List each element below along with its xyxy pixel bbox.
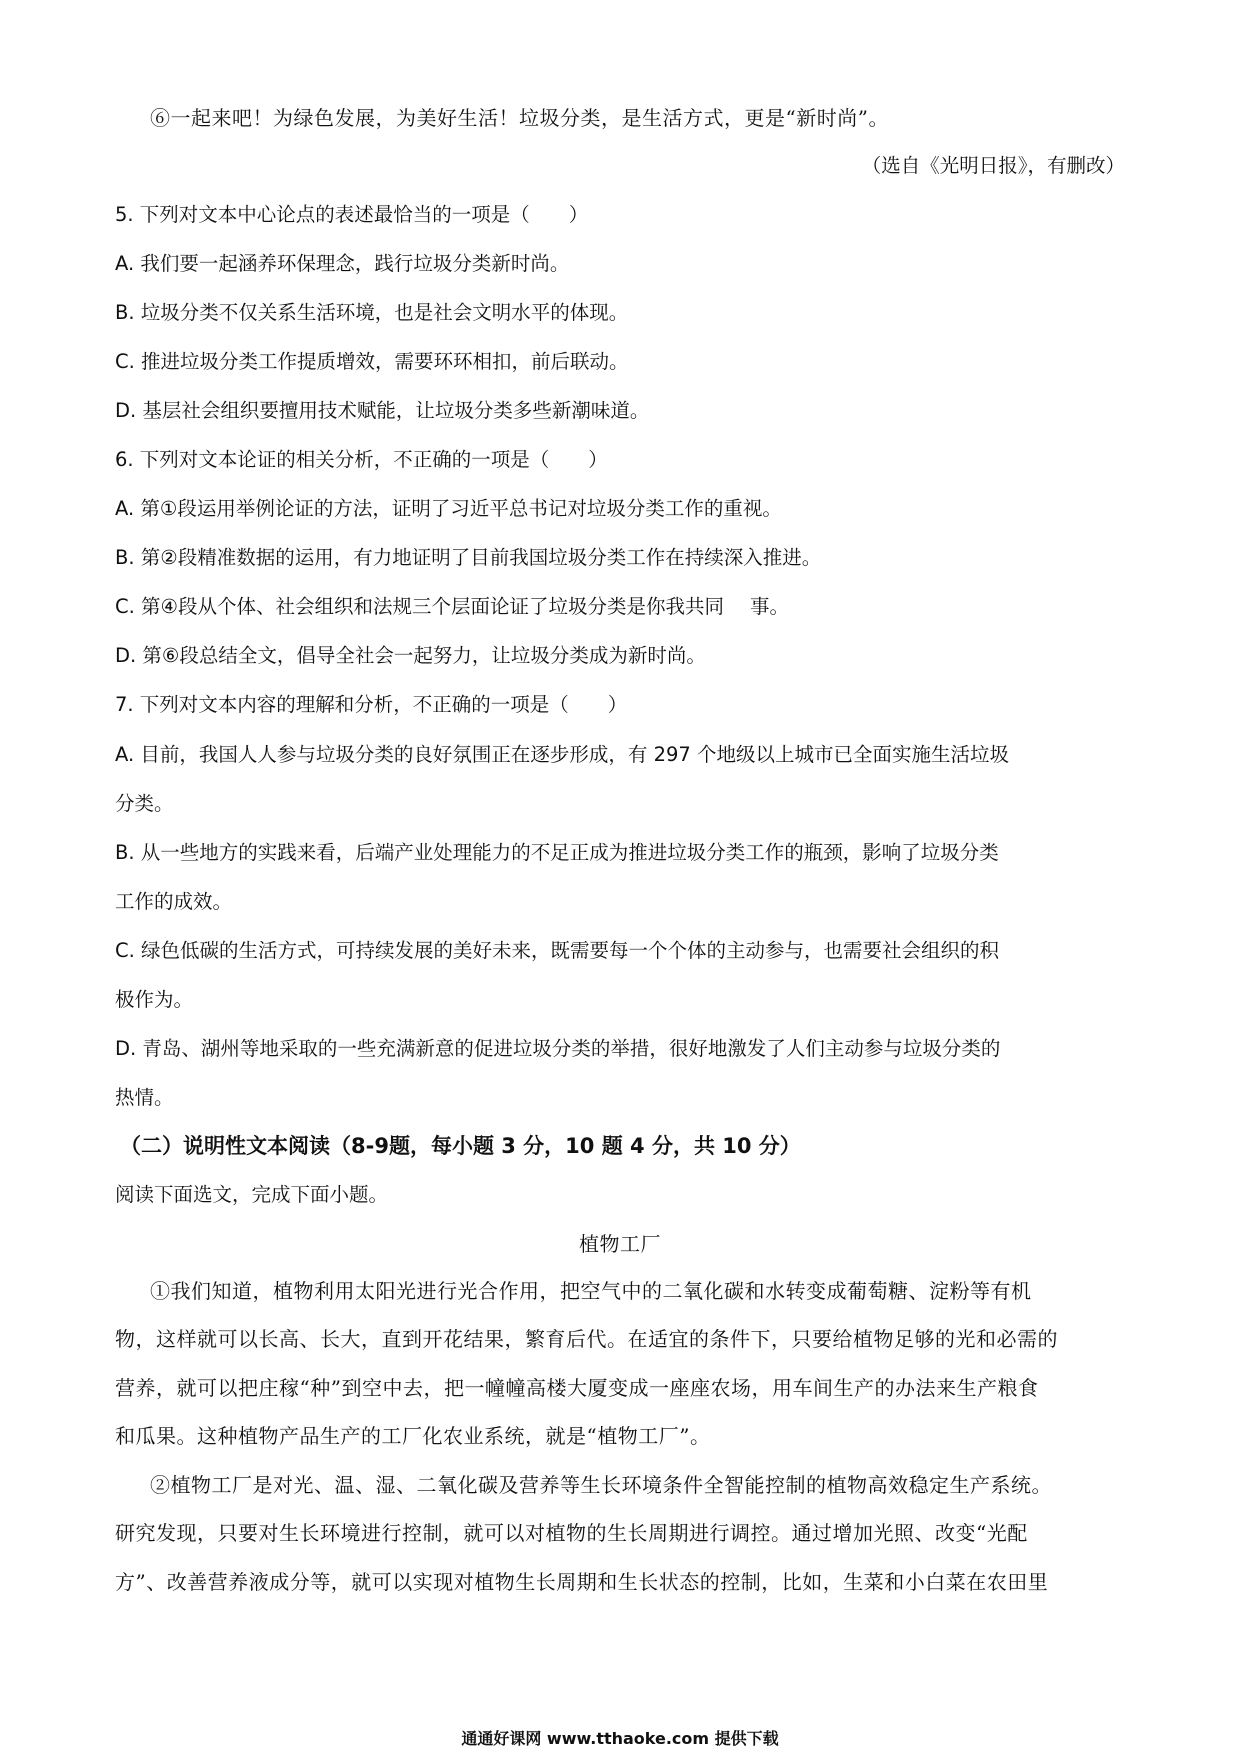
question-5-option-c: C. 推进垃圾分类工作提质增效，需要环环相扣，前后联动。 xyxy=(115,350,629,373)
question-7-option-d-line1: D. 青岛、湖州等地采取的一些充满新意的促进垃圾分类的举措，很好地激发了人们主动参与垃圾分类的 xyxy=(115,1037,1001,1060)
question-6-option-c xyxy=(115,592,1125,622)
article-line-1: ①我们知道，植物利用太阳光进行光合作用，把空气中的二氧化碳和水转变成葡萄糖、淀粉等有机 xyxy=(150,1279,1032,1303)
question-7-option-a-line2: 分类。 xyxy=(115,792,174,815)
question-6-option-b: B. 第②段精准数据的运用，有力地证明了目前我国垃圾分类工作在持续深入推进。 xyxy=(115,546,822,569)
article-line-6: 研究发现，只要对生长环境进行控制，就可以对植物的生长周期进行调控。通过增加光照、改变“光配 xyxy=(115,1521,1028,1545)
article-line-3: 营养，就可以把庄稼“种”到空中去，把一幢幢高楼大厦变成一座座农场，用车间生产的办法来生产粮食 xyxy=(115,1376,1039,1400)
article-line-5: ②植物工厂是对光、温、湿、二氧化碳及营养等生长环境条件全智能控制的植物高效稳定生产系统。 xyxy=(150,1473,1052,1497)
article-line-7: 方”、改善营养液成分等，就可以实现对植物生长周期和生长状态的控制，比如，生菜和小白菜在农田里 xyxy=(115,1570,1049,1594)
question-7-option-b-line2: 工作的成效。 xyxy=(115,890,233,913)
article-title: 植物工厂 xyxy=(579,1232,661,1256)
question-6-option-d: D. 第⑥段总结全文，倡导全社会一起努力，让垃圾分类成为新时尚。 xyxy=(115,644,706,667)
article-line-2: 物，这样就可以长高、长大，直到开花结果，繁育后代。在适宜的条件下，只要给植物足够的光和必需的 xyxy=(115,1327,1058,1351)
question-7-option-c-line2: 极作为。 xyxy=(115,988,194,1011)
question-6-stem: 6. 下列对文本论证的相关分析，不正确的一项是（ ） xyxy=(115,448,608,471)
question-7-option-d-line2: 热情。 xyxy=(115,1086,174,1109)
question-6-option-c-text: C. 第④段从个体、社会组织和法规三个层面论证了垃圾分类是你我共同 xyxy=(115,595,724,618)
page-footer: 通通好课网 www.tthaoke.com 提供下载 xyxy=(461,1729,779,1748)
question-7-option-c-line1: C. 绿色低碳的生活方式，可持续发展的美好未来，既需要每一个个体的主动参与，也需要社会组织的积 xyxy=(115,939,1000,962)
section-2-heading: （二）说明性文本阅读（8-9题，每小题 3 分，10 题 4 分，共 10 分） xyxy=(120,1134,801,1158)
question-5-option-b: B. 垃圾分类不仅关系生活环境，也是社会文明水平的体现。 xyxy=(115,301,629,324)
passage-paragraph-6: ⑥一起来吧！为绿色发展，为美好生活！垃圾分类，是生活方式，更是“新时尚”。 xyxy=(150,106,889,130)
question-5-option-d: D. 基层社会组织要擅用技术赋能，让垃圾分类多些新潮味道。 xyxy=(115,399,650,422)
question-7-option-b-line1: B. 从一些地方的实践来看，后端产业处理能力的不足正成为推进垃圾分类工作的瓶颈，影响了垃圾分类 xyxy=(115,841,999,864)
question-7-stem: 7. 下列对文本内容的理解和分析，不正确的一项是（ ） xyxy=(115,693,628,716)
question-5-stem: 5. 下列对文本中心论点的表述最恰当的一项是（ ） xyxy=(115,203,589,226)
passage-source: （选自《光明日报》，有删改） xyxy=(861,154,1125,177)
question-6-option-c-tail: 事。 xyxy=(750,595,790,618)
question-5-option-a: A. 我们要一起涵养环保理念，践行垃圾分类新时尚。 xyxy=(115,252,570,275)
section-2-instruction: 阅读下面选文，完成下面小题。 xyxy=(115,1183,389,1206)
article-line-4: 和瓜果。这种植物产品生产的工厂化农业系统，就是“植物工厂”。 xyxy=(115,1424,711,1448)
question-6-option-a: A. 第①段运用举例论证的方法，证明了习近平总书记对垃圾分类工作的重视。 xyxy=(115,497,782,520)
question-7-option-a-line1: A. 目前，我国人人参与垃圾分类的良好氛围正在逐步形成，有 297 个地级以上城市已全面实施生活垃圾 xyxy=(115,743,1010,766)
